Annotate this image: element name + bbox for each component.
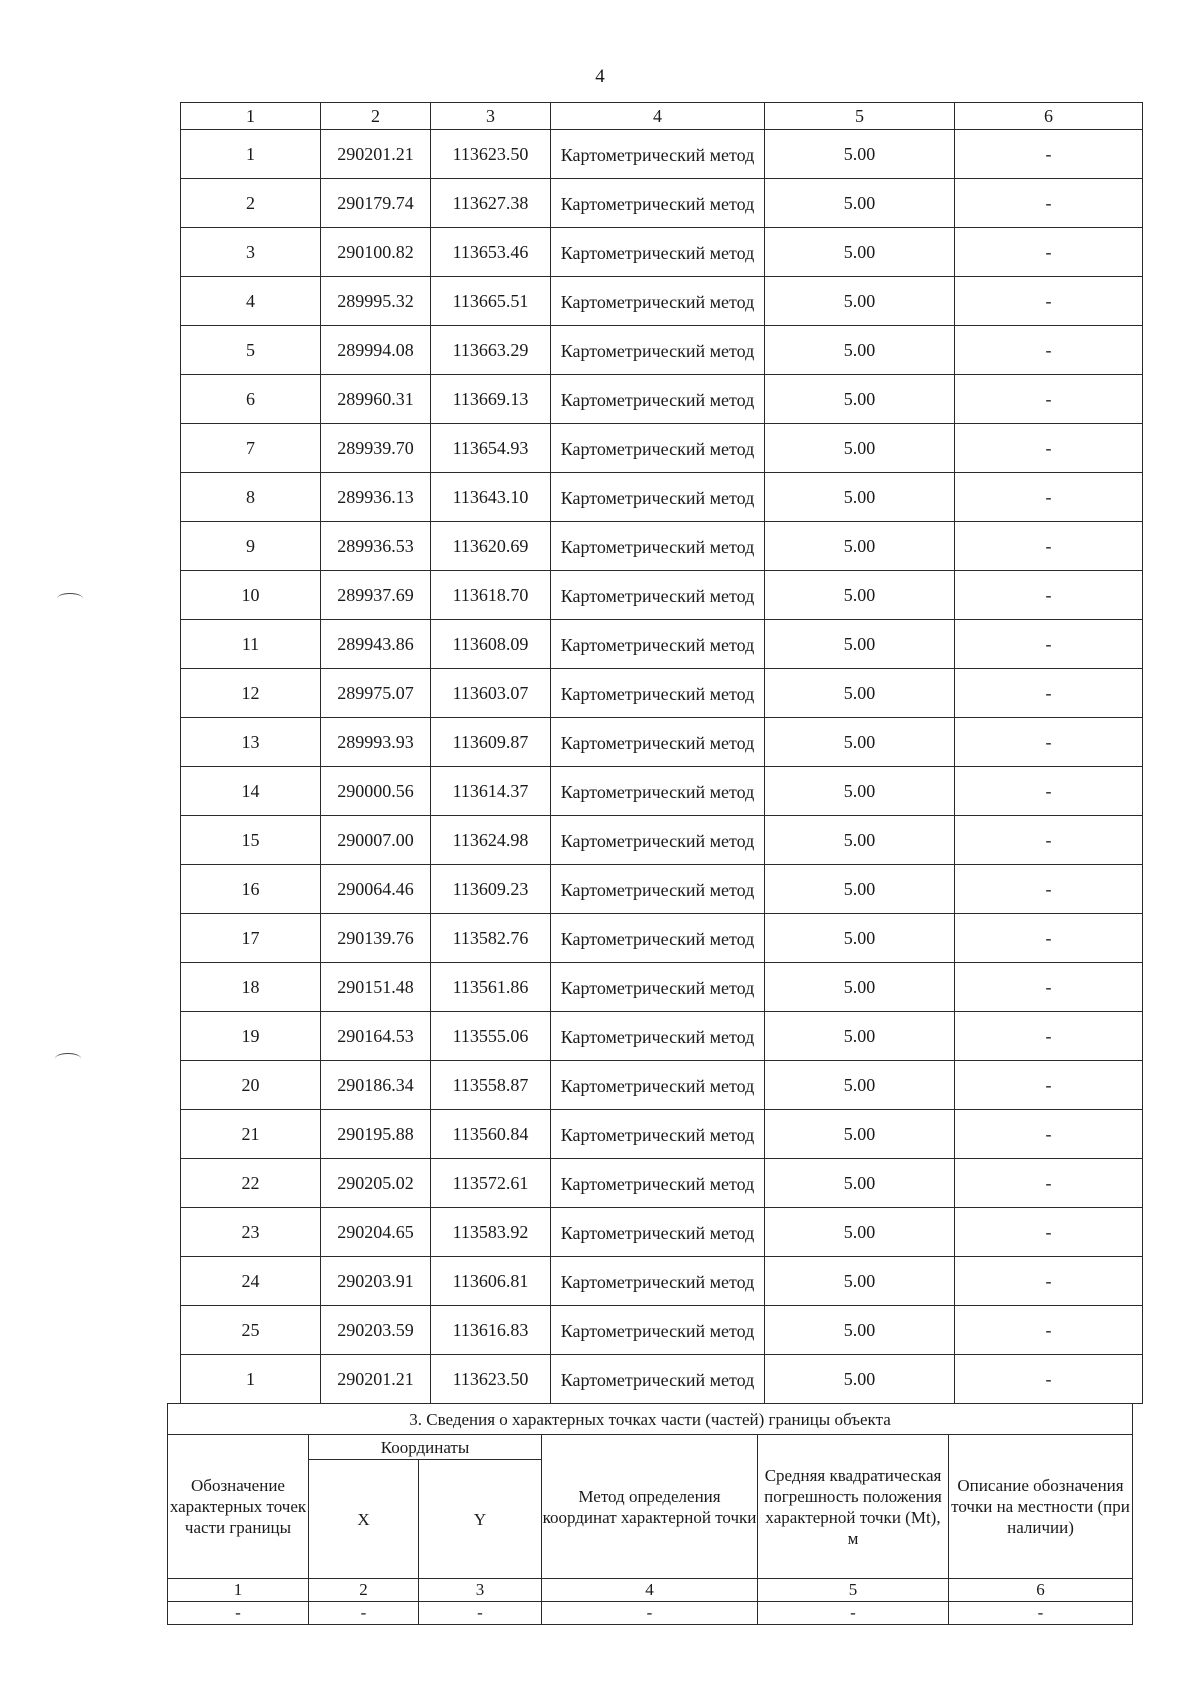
- table-row: [181, 865, 1143, 914]
- y-coordinate-cell: 113603.07: [431, 669, 551, 718]
- description-cell: -: [955, 963, 1143, 1012]
- table-row: [181, 1061, 1143, 1110]
- table-row: [181, 718, 1143, 767]
- description-cell: -: [955, 816, 1143, 865]
- point-number-cell: 21: [181, 1110, 321, 1159]
- description-cell: -: [955, 1208, 1143, 1257]
- part-boundary-points-table: [167, 1403, 1133, 1625]
- boundary-points-table: [180, 102, 1143, 1404]
- empty-cell: -: [542, 1602, 758, 1625]
- x-coordinate-cell: 290203.59: [321, 1306, 431, 1355]
- column-number: 5: [765, 103, 955, 130]
- x-coordinate-cell: 290007.00: [321, 816, 431, 865]
- header-y: Y: [419, 1460, 542, 1579]
- column-number: 6: [949, 1579, 1133, 1602]
- column-number: 1: [181, 103, 321, 130]
- point-number-cell: 14: [181, 767, 321, 816]
- point-number-cell: 23: [181, 1208, 321, 1257]
- empty-cell: -: [758, 1602, 949, 1625]
- error-cell: 5.00: [765, 1306, 955, 1355]
- x-coordinate-cell: 290064.46: [321, 865, 431, 914]
- y-coordinate-cell: 113643.10: [431, 473, 551, 522]
- method-cell: Картометрический метод: [551, 1061, 765, 1110]
- x-coordinate-cell: 290204.65: [321, 1208, 431, 1257]
- header-designation: Обозначение характерных точек части границы: [168, 1435, 309, 1579]
- description-cell: -: [955, 522, 1143, 571]
- error-cell: 5.00: [765, 865, 955, 914]
- point-number-cell: 20: [181, 1061, 321, 1110]
- x-coordinate-cell: 289960.31: [321, 375, 431, 424]
- error-cell: 5.00: [765, 718, 955, 767]
- description-cell: -: [955, 1257, 1143, 1306]
- description-cell: -: [955, 1306, 1143, 1355]
- table-row: [181, 669, 1143, 718]
- error-cell: 5.00: [765, 1159, 955, 1208]
- method-cell: Картометрический метод: [551, 571, 765, 620]
- description-cell: -: [955, 375, 1143, 424]
- description-cell: -: [955, 1159, 1143, 1208]
- point-number-cell: 6: [181, 375, 321, 424]
- point-number-cell: 17: [181, 914, 321, 963]
- description-cell: -: [955, 1110, 1143, 1159]
- point-number-cell: 24: [181, 1257, 321, 1306]
- method-cell: Картометрический метод: [551, 816, 765, 865]
- description-cell: -: [955, 571, 1143, 620]
- column-number-row: [181, 103, 1143, 130]
- method-cell: Картометрический метод: [551, 669, 765, 718]
- column-number: 5: [758, 1579, 949, 1602]
- error-cell: 5.00: [765, 914, 955, 963]
- error-cell: 5.00: [765, 179, 955, 228]
- error-cell: 5.00: [765, 767, 955, 816]
- error-cell: 5.00: [765, 1110, 955, 1159]
- point-number-cell: 1: [181, 1355, 321, 1404]
- x-coordinate-cell: 290186.34: [321, 1061, 431, 1110]
- error-cell: 5.00: [765, 375, 955, 424]
- empty-row: [168, 1602, 1133, 1625]
- y-coordinate-cell: 113665.51: [431, 277, 551, 326]
- table-row: [181, 1110, 1143, 1159]
- header-coordinates: Координаты: [309, 1435, 542, 1460]
- method-cell: Картометрический метод: [551, 277, 765, 326]
- description-cell: -: [955, 1012, 1143, 1061]
- point-number-cell: 19: [181, 1012, 321, 1061]
- y-coordinate-cell: 113623.50: [431, 1355, 551, 1404]
- table-row: [181, 1159, 1143, 1208]
- table-row: [181, 326, 1143, 375]
- column-number: 4: [551, 103, 765, 130]
- point-number-cell: 18: [181, 963, 321, 1012]
- error-cell: 5.00: [765, 816, 955, 865]
- header-x: X: [309, 1460, 419, 1579]
- y-coordinate-cell: 113663.29: [431, 326, 551, 375]
- description-cell: -: [955, 865, 1143, 914]
- page-number: 4: [595, 66, 605, 87]
- y-coordinate-cell: 113606.81: [431, 1257, 551, 1306]
- column-number: 2: [321, 103, 431, 130]
- y-coordinate-cell: 113609.23: [431, 865, 551, 914]
- method-cell: Картометрический метод: [551, 1355, 765, 1404]
- description-cell: -: [955, 669, 1143, 718]
- description-cell: -: [955, 130, 1143, 179]
- table-row: [181, 767, 1143, 816]
- error-cell: 5.00: [765, 130, 955, 179]
- x-coordinate-cell: 290201.21: [321, 1355, 431, 1404]
- point-number-cell: 22: [181, 1159, 321, 1208]
- method-cell: Картометрический метод: [551, 179, 765, 228]
- error-cell: 5.00: [765, 473, 955, 522]
- error-cell: 5.00: [765, 277, 955, 326]
- x-coordinate-cell: 290201.21: [321, 130, 431, 179]
- point-number-cell: 11: [181, 620, 321, 669]
- column-number: 6: [955, 103, 1143, 130]
- error-cell: 5.00: [765, 669, 955, 718]
- method-cell: Картометрический метод: [551, 424, 765, 473]
- binding-hole-mark: [55, 1053, 81, 1064]
- point-number-cell: 16: [181, 865, 321, 914]
- table-row: [181, 130, 1143, 179]
- table-row: [181, 1257, 1143, 1306]
- point-number-cell: 8: [181, 473, 321, 522]
- table-row: [181, 277, 1143, 326]
- section-title-row: [168, 1404, 1133, 1435]
- x-coordinate-cell: 290179.74: [321, 179, 431, 228]
- x-coordinate-cell: 290151.48: [321, 963, 431, 1012]
- method-cell: Картометрический метод: [551, 963, 765, 1012]
- y-coordinate-cell: 113654.93: [431, 424, 551, 473]
- method-cell: Картометрический метод: [551, 865, 765, 914]
- point-number-cell: 10: [181, 571, 321, 620]
- binding-hole-mark: [57, 593, 83, 604]
- column-number: 1: [168, 1579, 309, 1602]
- method-cell: Картометрический метод: [551, 1306, 765, 1355]
- table-row: [181, 473, 1143, 522]
- section-title: 3. Сведения о характерных точках части (частей) границы объекта: [168, 1404, 1133, 1435]
- header-method: Метод определения координат характерной точки: [542, 1435, 758, 1579]
- table-row: [181, 963, 1143, 1012]
- empty-cell: -: [419, 1602, 542, 1625]
- column-number-row: [168, 1579, 1133, 1602]
- method-cell: Картометрический метод: [551, 326, 765, 375]
- y-coordinate-cell: 113614.37: [431, 767, 551, 816]
- point-number-cell: 2: [181, 179, 321, 228]
- y-coordinate-cell: 113669.13: [431, 375, 551, 424]
- method-cell: Картометрический метод: [551, 1110, 765, 1159]
- error-cell: 5.00: [765, 1061, 955, 1110]
- table-row: [181, 1306, 1143, 1355]
- x-coordinate-cell: 289943.86: [321, 620, 431, 669]
- y-coordinate-cell: 113558.87: [431, 1061, 551, 1110]
- empty-cell: -: [168, 1602, 309, 1625]
- header-error: Средняя квадратическая погрешность положения характерной точки (Mt), м: [758, 1435, 949, 1579]
- description-cell: -: [955, 228, 1143, 277]
- method-cell: Картометрический метод: [551, 1208, 765, 1257]
- x-coordinate-cell: 290164.53: [321, 1012, 431, 1061]
- method-cell: Картометрический метод: [551, 522, 765, 571]
- x-coordinate-cell: 289939.70: [321, 424, 431, 473]
- table-row: [181, 1355, 1143, 1404]
- description-cell: -: [955, 277, 1143, 326]
- x-coordinate-cell: 289975.07: [321, 669, 431, 718]
- error-cell: 5.00: [765, 1355, 955, 1404]
- x-coordinate-cell: 290205.02: [321, 1159, 431, 1208]
- description-cell: -: [955, 767, 1143, 816]
- error-cell: 5.00: [765, 1012, 955, 1061]
- y-coordinate-cell: 113560.84: [431, 1110, 551, 1159]
- table-row: [181, 375, 1143, 424]
- column-number: 4: [542, 1579, 758, 1602]
- column-number: 2: [309, 1579, 419, 1602]
- method-cell: Картометрический метод: [551, 1257, 765, 1306]
- table-row: [181, 1208, 1143, 1257]
- x-coordinate-cell: 289937.69: [321, 571, 431, 620]
- point-number-cell: 5: [181, 326, 321, 375]
- method-cell: Картометрический метод: [551, 375, 765, 424]
- error-cell: 5.00: [765, 963, 955, 1012]
- description-cell: -: [955, 718, 1143, 767]
- table-row: [181, 571, 1143, 620]
- y-coordinate-cell: 113608.09: [431, 620, 551, 669]
- x-coordinate-cell: 289936.13: [321, 473, 431, 522]
- error-cell: 5.00: [765, 228, 955, 277]
- method-cell: Картометрический метод: [551, 767, 765, 816]
- empty-cell: -: [949, 1602, 1133, 1625]
- error-cell: 5.00: [765, 522, 955, 571]
- point-number-cell: 12: [181, 669, 321, 718]
- error-cell: 5.00: [765, 620, 955, 669]
- method-cell: Картометрический метод: [551, 914, 765, 963]
- x-coordinate-cell: 290139.76: [321, 914, 431, 963]
- y-coordinate-cell: 113561.86: [431, 963, 551, 1012]
- table-row: [181, 179, 1143, 228]
- point-number-cell: 4: [181, 277, 321, 326]
- error-cell: 5.00: [765, 571, 955, 620]
- error-cell: 5.00: [765, 424, 955, 473]
- description-cell: -: [955, 1355, 1143, 1404]
- point-number-cell: 25: [181, 1306, 321, 1355]
- method-cell: Картометрический метод: [551, 1159, 765, 1208]
- y-coordinate-cell: 113609.87: [431, 718, 551, 767]
- description-cell: -: [955, 326, 1143, 375]
- y-coordinate-cell: 113653.46: [431, 228, 551, 277]
- method-cell: Картометрический метод: [551, 718, 765, 767]
- method-cell: Картометрический метод: [551, 1012, 765, 1061]
- x-coordinate-cell: 290203.91: [321, 1257, 431, 1306]
- y-coordinate-cell: 113582.76: [431, 914, 551, 963]
- error-cell: 5.00: [765, 326, 955, 375]
- column-number: 3: [431, 103, 551, 130]
- error-cell: 5.00: [765, 1208, 955, 1257]
- y-coordinate-cell: 113555.06: [431, 1012, 551, 1061]
- header-row-1: [168, 1435, 1133, 1460]
- x-coordinate-cell: 290000.56: [321, 767, 431, 816]
- y-coordinate-cell: 113627.38: [431, 179, 551, 228]
- description-cell: -: [955, 620, 1143, 669]
- table-row: [181, 424, 1143, 473]
- x-coordinate-cell: 289995.32: [321, 277, 431, 326]
- description-cell: -: [955, 1061, 1143, 1110]
- point-number-cell: 9: [181, 522, 321, 571]
- table-row: [181, 914, 1143, 963]
- point-number-cell: 13: [181, 718, 321, 767]
- method-cell: Картометрический метод: [551, 473, 765, 522]
- error-cell: 5.00: [765, 1257, 955, 1306]
- point-number-cell: 3: [181, 228, 321, 277]
- y-coordinate-cell: 113624.98: [431, 816, 551, 865]
- method-cell: Картометрический метод: [551, 130, 765, 179]
- x-coordinate-cell: 289993.93: [321, 718, 431, 767]
- description-cell: -: [955, 424, 1143, 473]
- y-coordinate-cell: 113616.83: [431, 1306, 551, 1355]
- method-cell: Картометрический метод: [551, 228, 765, 277]
- point-number-cell: 7: [181, 424, 321, 473]
- y-coordinate-cell: 113618.70: [431, 571, 551, 620]
- description-cell: -: [955, 914, 1143, 963]
- table-row: [181, 522, 1143, 571]
- y-coordinate-cell: 113583.92: [431, 1208, 551, 1257]
- description-cell: -: [955, 473, 1143, 522]
- x-coordinate-cell: 290100.82: [321, 228, 431, 277]
- boundary-points-body: [181, 103, 1143, 1404]
- description-cell: -: [955, 179, 1143, 228]
- table-row: [181, 1012, 1143, 1061]
- method-cell: Картометрический метод: [551, 620, 765, 669]
- table-row: [181, 620, 1143, 669]
- x-coordinate-cell: 290195.88: [321, 1110, 431, 1159]
- point-number-cell: 15: [181, 816, 321, 865]
- header-description: Описание обозначения точки на местности (при наличии): [949, 1435, 1133, 1579]
- table-row: [181, 228, 1143, 277]
- table-row: [181, 816, 1143, 865]
- empty-cell: -: [309, 1602, 419, 1625]
- y-coordinate-cell: 113572.61: [431, 1159, 551, 1208]
- column-number: 3: [419, 1579, 542, 1602]
- y-coordinate-cell: 113623.50: [431, 130, 551, 179]
- y-coordinate-cell: 113620.69: [431, 522, 551, 571]
- x-coordinate-cell: 289994.08: [321, 326, 431, 375]
- point-number-cell: 1: [181, 130, 321, 179]
- x-coordinate-cell: 289936.53: [321, 522, 431, 571]
